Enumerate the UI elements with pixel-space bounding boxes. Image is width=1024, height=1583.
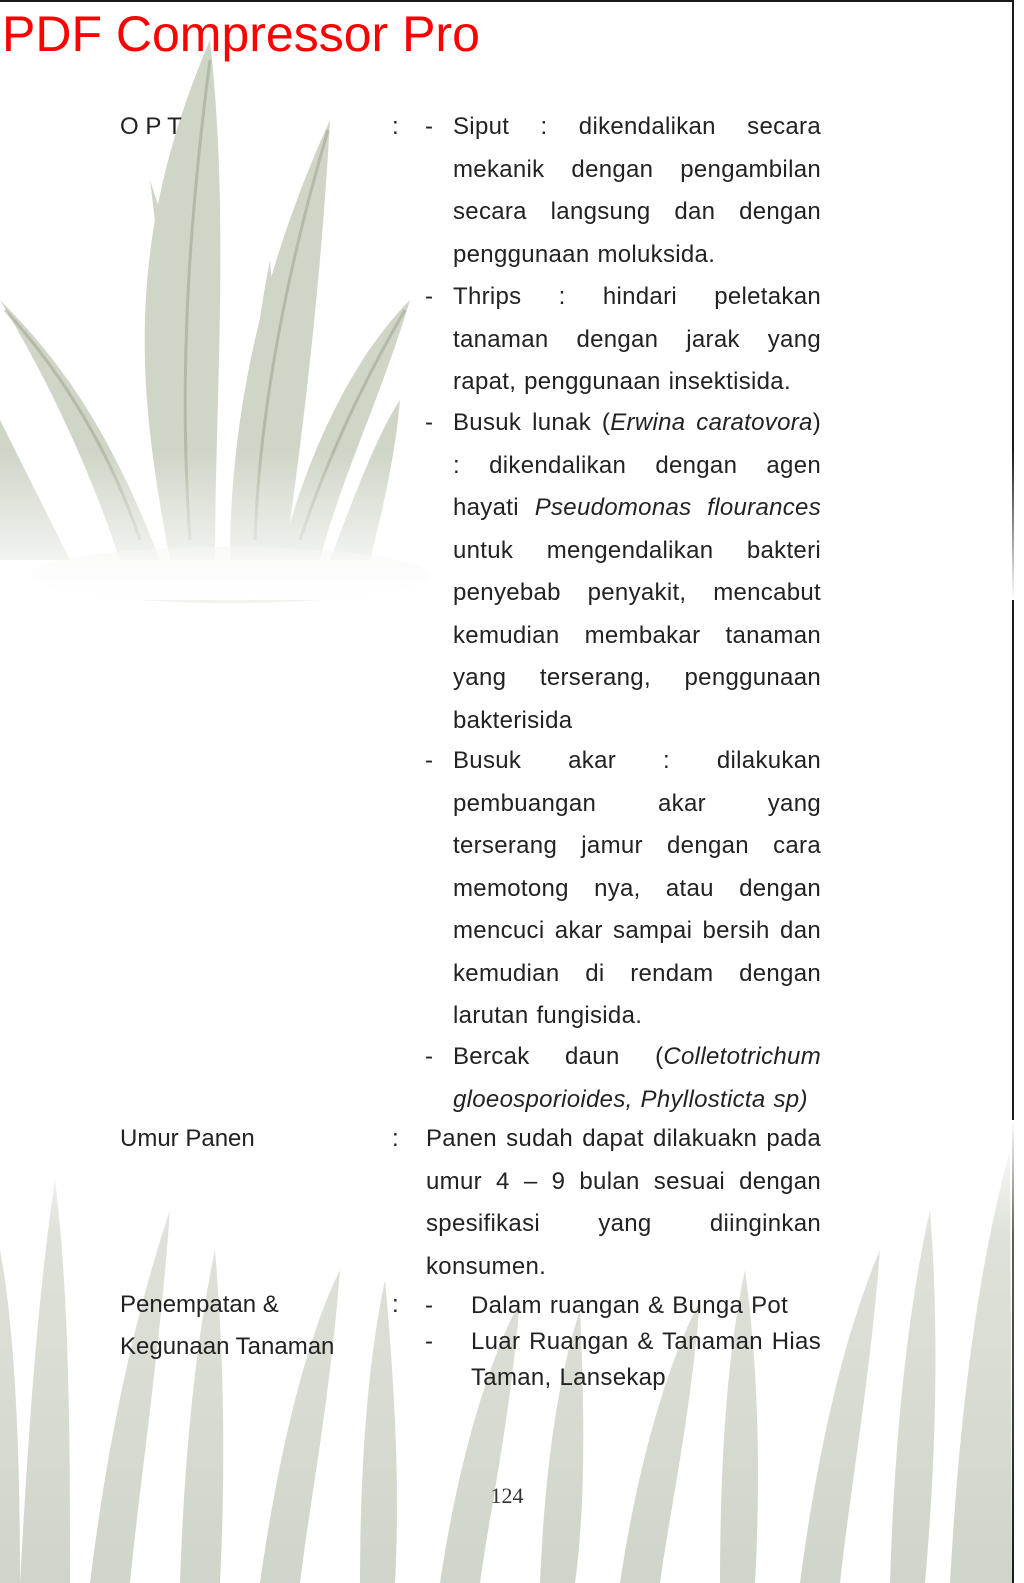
umur-panen-text: Panen sudah dapat dilakuakn pada umur 4 – 9 bulan sesuai dengan spesifikasi yang diinginkan konsumen. (426, 1125, 821, 1280)
opt-item-5-part: Bercak daun ( (453, 1043, 664, 1070)
page-number: 124 (490, 1483, 524, 1508)
opt-item-3-part: untuk mengendalikan bakteri penyebab penyakit, mencabut kemudian membakar tanaman yang terserang, penggunaan bakterisida (453, 536, 821, 734)
opt-item-4-text: Busuk akar : dilakukan pembuangan akar yang terserang jamur dengan cara memotong nya, atau dengan mencuci akar sampai bersih dan kemudian di rendam dengan larutan fungisida. (453, 747, 821, 1029)
penempatan-colon: : (392, 1291, 399, 1318)
opt-item-3-latin-name: Erwina caratovora (610, 409, 813, 436)
opt-item-3-text (453, 402, 821, 742)
opt-item-3-dash: - (425, 409, 433, 436)
opt-item-5-dash: - (425, 1043, 433, 1070)
umur-panen-colon: : (392, 1125, 399, 1152)
penempatan-label-line2: Kegunaan Tanaman (120, 1333, 335, 1360)
penempatan-item-2-dash: - (425, 1328, 433, 1355)
umur-panen-label: Umur Panen (120, 1125, 255, 1152)
opt-item-3-part: ) : dikendalikan dengan agen hayati (453, 409, 821, 521)
penempatan-item-1-dash: - (425, 1292, 433, 1319)
penempatan-item-2-text: Luar Ruangan & Tanaman Hias Taman, Lansekap (471, 1328, 821, 1391)
opt-item-2-text: Thrips : hindari peletakan tanaman dengan jarak yang rapat, penggunaan insektisida. (453, 283, 821, 395)
opt-item-5-text (453, 1036, 821, 1121)
opt-colon: : (392, 113, 399, 140)
opt-item-2-dash: - (425, 283, 433, 310)
opt-item-4-dash: - (425, 747, 433, 774)
opt-item-3-part: Busuk lunak ( (453, 409, 611, 436)
opt-item-5-latin-name: Colletotrichum gloeosporioides, Phyllosticta sp) (453, 1043, 821, 1113)
watermark-text: PDF Compressor Pro (2, 6, 480, 62)
penempatan-label-line1: Penempatan & (120, 1291, 279, 1318)
penempatan-item-1-text: Dalam ruangan & Bunga Pot (471, 1292, 789, 1319)
opt-label: O P T (120, 113, 182, 140)
opt-item-3-agent-name: Pseudomonas flourances (534, 494, 821, 521)
opt-item-1-dash: - (425, 113, 433, 140)
opt-item-1-text: Siput : dikendalikan secara mekanik dengan pengambilan secara langsung dan dengan penggunaan moluksida. (453, 113, 821, 268)
